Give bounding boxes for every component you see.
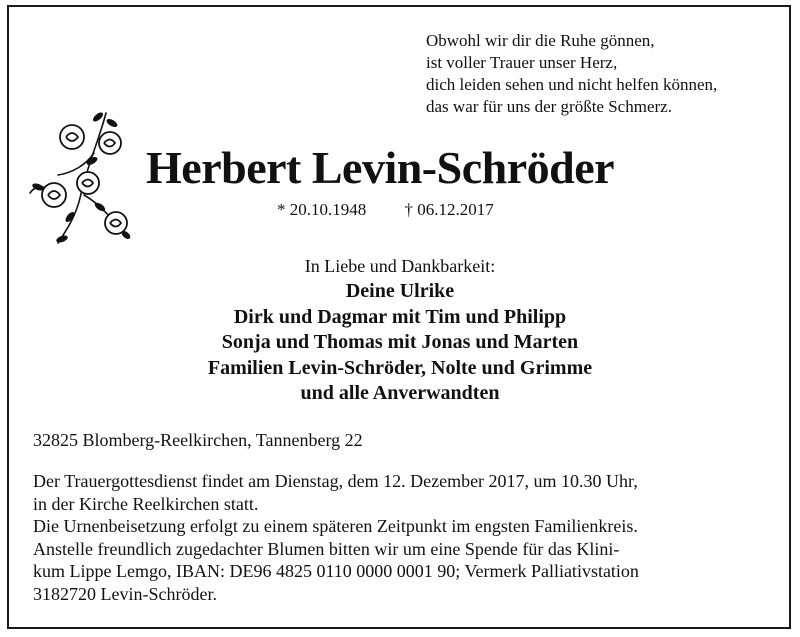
address: 32825 Blomberg-Reelkirchen, Tannenberg 22 [33,430,363,450]
note-line: Anstelle freundlich zugedachter Blumen bitten wir um eine Spende für das Klini- [33,538,620,559]
death-date: † 06.12.2017 [404,200,494,219]
poem-line: dich leiden sehen und nicht helfen können, [426,75,718,94]
mourner-line: Dirk und Dagmar mit Tim und Philipp [233,305,567,328]
birth-date: * 20.10.1948 [277,200,367,219]
poem-line: ist voller Trauer unser Herz, [426,53,618,72]
mourner-line: Familien Levin-Schröder, Nolte und Grimme [207,356,593,379]
mourner-line: und alle Anverwandten [300,382,500,404]
note-line: 3182720 Levin-Schröder. [33,583,217,604]
poem-line: Obwohl wir dir die Ruhe gönnen, [426,31,655,50]
note-line: Der Trauergottesdienst findet am Dienstag, dem 12. Dezember 2017, um 10.30 Uhr, [33,471,638,491]
mourner-line: Deine Ulrike [345,280,455,302]
funeral-notes [33,470,639,605]
mourners-intro: In Liebe und Dankbarkeit: [304,256,496,276]
mourners-block [0,254,800,407]
mourners-list [0,279,800,407]
poem [426,30,717,118]
mourner-line: Sonja und Thomas mit Jonas und Marten [221,331,579,353]
poem-line: das war für uns der größte Schmerz. [426,97,672,116]
note-line: Die Urnenbeisetzung erfolgt zu einem späteren Zeitpunkt im engsten Familienkreis. [33,516,638,536]
deceased-name: Herbert Levin-Schröder [146,142,615,193]
life-dates [277,200,494,220]
note-line: kum Lippe Lemgo, IBAN: DE96 4825 0110 0000 0001 90; Vermerk Palliativstation [33,561,639,581]
roses-icon [28,103,140,255]
note-line: in der Kirche Reelkirchen statt. [33,493,259,514]
